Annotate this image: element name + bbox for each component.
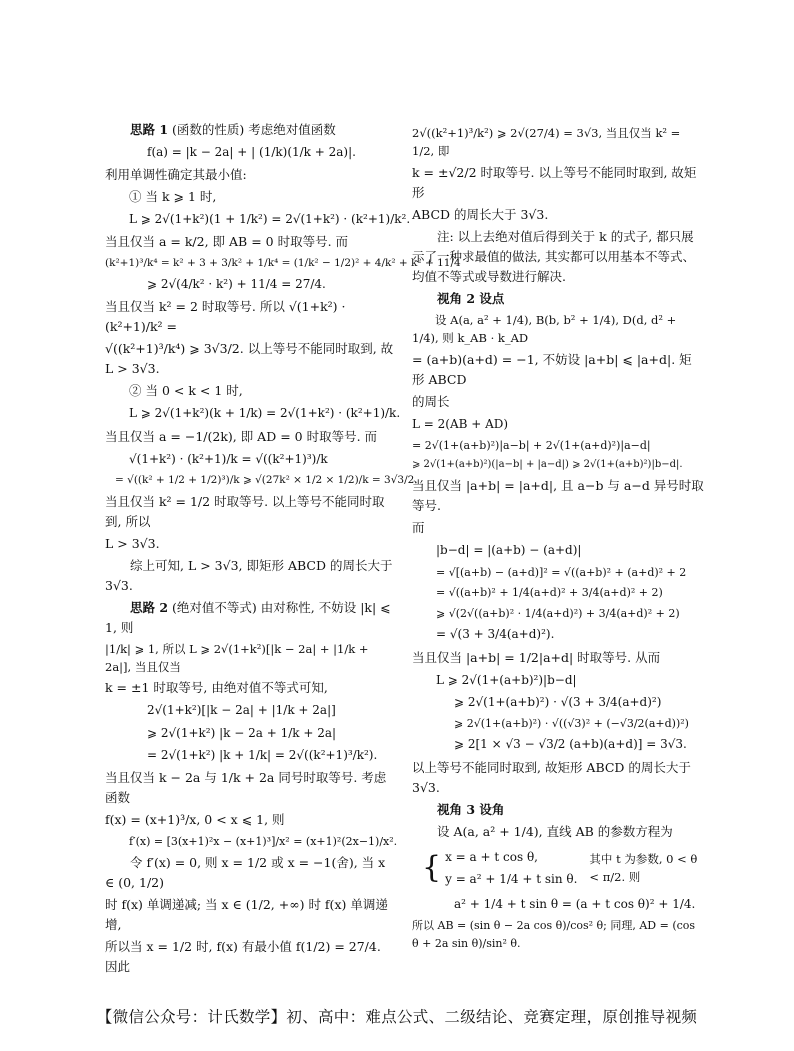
- system-lines: [445, 845, 577, 892]
- formula: ⩾ 2√(4/k² · k²) + 11/4 = 27/4.: [147, 277, 326, 292]
- formula: ⩾ 2√(1+(a+b)²) · √(3 + 3/4(a+d)²): [454, 694, 662, 709]
- idea2-label: 思路 2: [130, 599, 169, 615]
- parametric-system: [412, 845, 704, 892]
- case-title: ② 当 0 < k < 1 时,: [129, 383, 243, 399]
- formula: (k²+1)³/k⁴ = k² + 3 + 3/k² + 1/k⁴ = (1/k² − 1/2)² + 4/k² + k² + 11/4: [105, 257, 461, 270]
- text-line: 当且仅当 a = k/2, 即 AB = 0 时取等号. 而: [105, 234, 349, 250]
- text-line: 利用单调性确定其最小值:: [105, 167, 247, 183]
- system-note: 其中 t 为参数, 0 < θ < π/2. 则: [589, 851, 698, 885]
- view2-heading: 视角 2 设点: [437, 290, 505, 306]
- formula: ⩾ √(2√((a+b)² · 1/4(a+d)²) + 3/4(a+d)² + 2): [436, 606, 680, 620]
- text-line: 令 f′(x) = 0, 则 x = 1/2 或 x = −1(舍), 当 x ∈ (0, 1/2): [105, 855, 386, 891]
- formula: y = a² + 1/4 + t sin θ.: [445, 871, 578, 886]
- formula: L ⩾ 2√(1+k²)(k + 1/k) = 2√(1+k²) · (k²+1)/k.: [129, 406, 401, 421]
- text-line: f(x) = (x+1)³/x, 0 < x ⩽ 1, 则: [105, 811, 285, 827]
- case-title: ① 当 k ⩾ 1 时,: [129, 189, 217, 205]
- idea2-heading: [105, 598, 395, 638]
- text-line: ABCD 的周长大于 3√3.: [412, 206, 549, 222]
- formula: x = a + t cos θ,: [445, 849, 538, 864]
- right-column: [412, 122, 704, 954]
- note-paragraph: 注: 以上去绝对值后得到关于 k 的式子, 都只展示了一种求最值的做法, 其实都可以用基本不等式、均值不等式或导数进行解决.: [412, 228, 695, 284]
- text-line: 的周长: [412, 393, 450, 409]
- text-line: 当且仅当 k − 2a 与 1/k + 2a 同号时取等号. 考虑函数: [105, 769, 387, 805]
- text-line: 时 f(x) 单调递减; 当 x ∈ (1/2, +∞) 时 f(x) 单调递增,: [105, 897, 388, 933]
- text-line: L > 3√3.: [105, 535, 160, 551]
- text-line: 当且仅当 k² = 1/2 时取等号. 以上等号不能同时取到, 所以: [105, 493, 385, 529]
- formula: = √((k² + 1/2 + 1/2)³)/k ⩾ √(27k² × 1/2 × 1/2)/k = 3√3/2.: [115, 473, 418, 486]
- formula: f(a) = |k − 2a| + | (1/k)(1/k + 2a)|.: [147, 145, 356, 159]
- text-line: √((k²+1)³/k⁴) ⩾ 3√3/2. 以上等号不能同时取到, 故 L > 3√3.: [105, 341, 394, 377]
- text-line: 设 A(a, a² + 1/4), B(b, b² + 1/4), D(d, d² + 1/4), 则 k_AB · k_AD: [412, 312, 677, 346]
- text-line: 所以当 x = 1/2 时, f(x) 有最小值 f(1/2) = 27/4. 因此: [105, 939, 381, 975]
- text-line: k = ±√2/2 时取等号. 以上等号不能同时取到, 故矩形: [412, 164, 697, 200]
- text-line: 当且仅当 a = −1/(2k), 即 AD = 0 时取等号. 而: [105, 428, 378, 444]
- formula: = 2√(1+(a+b)²)|a−b| + 2√(1+(a+d)²)|a−d|: [412, 438, 651, 452]
- idea1-label: 思路 1: [130, 122, 169, 137]
- formula: = 2√(1+k²) |k + 1/k| = 2√((k²+1)³/k²).: [147, 747, 378, 762]
- formula: ⩾ 2[1 × √3 − √3/2 (a+b)(a+d)] = 3√3.: [454, 737, 687, 752]
- idea2-intro: (绝对值不等式) 由对称性, 不妨设 |k| ⩽ 1, 则: [105, 599, 391, 635]
- summary: 综上可知, L > 3√3, 即矩形 ABCD 的周长大于 3√3.: [105, 557, 393, 593]
- text-line: = (a+b)(a+d) = −1, 不妨设 |a+b| ⩽ |a+d|. 矩形 ABCD: [412, 351, 692, 387]
- formula: a² + 1/4 + t sin θ = (a + t cos θ)² + 1/4.: [454, 897, 696, 912]
- text-line: 而: [412, 520, 425, 536]
- text-line: 以上等号不能同时取到, 故矩形 ABCD 的周长大于 3√3.: [412, 759, 691, 795]
- idea1-intro: (函数的性质) 考虑绝对值函数: [172, 122, 336, 137]
- text-line: 设 A(a, a² + 1/4), 直线 AB 的参数方程为: [437, 823, 673, 839]
- formula: L ⩾ 2√(1+(a+b)²)|b−d|: [436, 672, 577, 687]
- formula: √(1+k²) · (k²+1)/k = √((k²+1)³)/k: [129, 451, 328, 466]
- text-line: 当且仅当 |a+b| = |a+d|, 且 a−b 与 a−d 异号时取等号.: [412, 478, 704, 514]
- text-line: 所以 AB = (sin θ − 2a cos θ)/cos² θ; 同理, AD = (cos θ + 2a sin θ)/sin² θ.: [412, 919, 696, 950]
- formula: L ⩾ 2√(1+k²)(1 + 1/k²) = 2√(1+k²) · (k²+1)/k².: [129, 212, 411, 227]
- text-line: 当且仅当 k² = 2 时取等号. 所以 √(1+k²) · (k²+1)/k² =: [105, 299, 346, 335]
- view3-heading: 视角 3 设角: [437, 801, 505, 817]
- formula: = √((a+b)² + 1/4(a+d)² + 3/4(a+d)² + 2): [436, 586, 663, 600]
- formula: ⩾ 2√(1+k²) |k − 2a + 1/k + 2a|: [147, 725, 337, 740]
- formula: L = 2(AB + AD): [412, 416, 509, 431]
- formula: = √[(a+b) − (a+d)]² = √((a+b)² + (a+d)² + 2: [436, 565, 687, 579]
- brace: {: [422, 850, 442, 886]
- formula: ⩾ 2√(1+(a+b)²) · √((√3)² + (−√3/2(a+d))²): [454, 716, 689, 730]
- idea1-heading: [105, 120, 395, 140]
- formula: |b−d| = |(a+b) − (a+d)|: [436, 543, 582, 558]
- formula: 2√(1+k²)[|k − 2a| + |1/k + 2a|]: [147, 703, 336, 718]
- text-line: k = ±1 时取等号, 由绝对值不等式可知,: [105, 680, 328, 696]
- formula: f′(x) = [3(x+1)²x − (x+1)³]/x² = (x+1)²(2x−1)/x².: [129, 834, 398, 848]
- footer-banner: 【微信公众号：计氏数学】初、高中：难点公式、二级结论、竞赛定理，原创推导视频: [96, 1008, 698, 1026]
- formula: = √(3 + 3/4(a+d)²).: [436, 627, 555, 642]
- text-line: |1/k| ⩾ 1, 所以 L ⩾ 2√(1+k²)[|k − 2a| + |1/k + 2a|], 当且仅当: [105, 641, 369, 674]
- text-line: 2√((k²+1)³/k²) ⩾ 2√(27/4) = 3√3, 当且仅当 k² = 1/2, 即: [412, 126, 681, 159]
- text-line: 当且仅当 |a+b| = 1/2|a+d| 时取等号. 从而: [412, 649, 661, 665]
- formula: ⩾ 2√(1+(a+b)²)(|a−b| + |a−d|) ⩾ 2√(1+(a+b)²)|b−d|.: [412, 459, 683, 471]
